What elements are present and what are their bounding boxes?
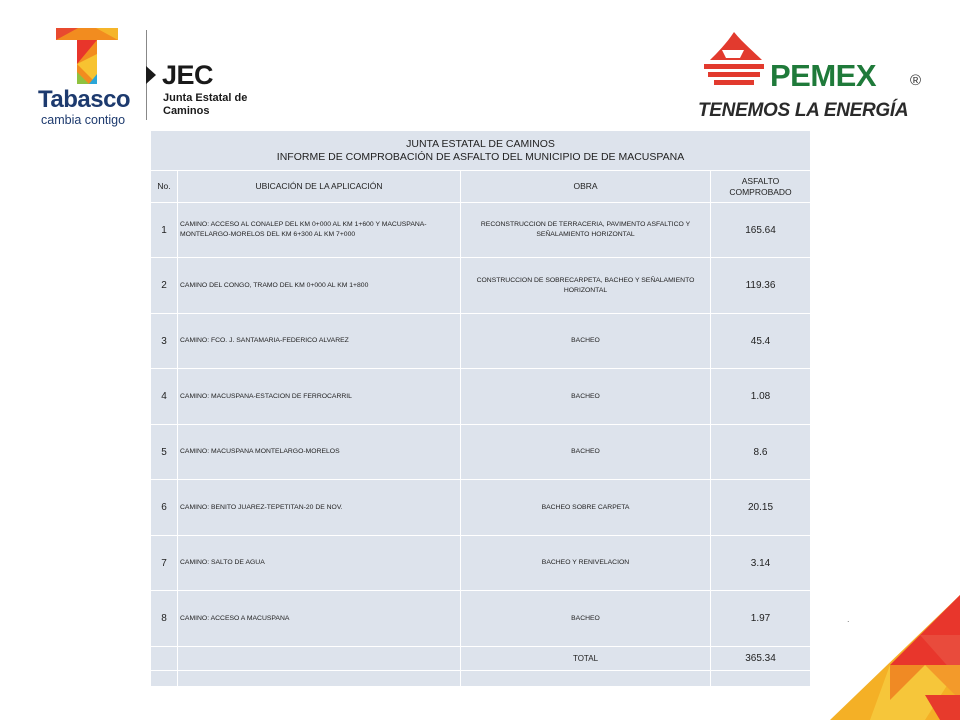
corner-decoration-icon bbox=[830, 595, 960, 720]
footnote-dot: . bbox=[847, 614, 850, 624]
total-empty-cell bbox=[151, 647, 178, 671]
tabasco-tagline: cambia contigo bbox=[41, 113, 126, 127]
empty-cell bbox=[178, 671, 461, 687]
col-header-ubicacion: UBICACIÓN DE LA APLICACIÓN bbox=[178, 171, 461, 203]
report-title: JUNTA ESTATAL DE CAMINOS bbox=[406, 137, 555, 150]
report-title-cell bbox=[151, 131, 811, 171]
row-no: 2 bbox=[151, 258, 178, 314]
row-obra: BACHEO bbox=[461, 314, 711, 369]
jec-subtitle: Junta Estatal de Caminos bbox=[163, 92, 248, 117]
table-row bbox=[151, 258, 811, 314]
row-asfalto: 45.4 bbox=[711, 314, 811, 369]
row-ubicacion: CAMINO: MACUSPANA-ESTACION DE FERROCARRIL bbox=[178, 369, 461, 425]
pemex-eagle-icon bbox=[700, 30, 766, 92]
total-empty-cell bbox=[178, 647, 461, 671]
row-ubicacion: CAMINO: ACCESO A MACUSPANA bbox=[178, 591, 461, 647]
pemex-tagline: TENEMOS LA ENERGÍA bbox=[698, 100, 909, 121]
asphalt-report-table bbox=[150, 130, 811, 687]
pemex-wordmark: PEMEX bbox=[770, 58, 877, 93]
table-row bbox=[151, 203, 811, 258]
row-ubicacion: CAMINO: MACUSPANA MONTELARGO-MORELOS bbox=[178, 425, 461, 480]
empty-cell bbox=[151, 671, 178, 687]
table-row bbox=[151, 591, 811, 647]
tabasco-t-icon bbox=[56, 24, 118, 84]
row-obra: BACHEO bbox=[461, 425, 711, 480]
col-header-asfalto: ASFALTO COMPROBADO bbox=[711, 171, 811, 203]
row-obra: BACHEO Y RENIVELACION bbox=[461, 536, 711, 591]
row-no: 3 bbox=[151, 314, 178, 369]
row-no: 8 bbox=[151, 591, 178, 647]
row-asfalto: 3.14 bbox=[711, 536, 811, 591]
total-row bbox=[151, 647, 811, 671]
empty-footer-row bbox=[151, 671, 811, 687]
table-row bbox=[151, 480, 811, 536]
row-asfalto: 1.97 bbox=[711, 591, 811, 647]
col-header-obra: OBRA bbox=[461, 171, 711, 203]
column-header-row bbox=[151, 171, 811, 203]
pemex-logo bbox=[696, 30, 936, 126]
jec-arrow-icon bbox=[146, 66, 156, 84]
table-row bbox=[151, 536, 811, 591]
row-obra: BACHEO SOBRE CARPETA bbox=[461, 480, 711, 536]
row-no: 5 bbox=[151, 425, 178, 480]
pemex-registered-mark: ® bbox=[910, 72, 922, 89]
row-obra: BACHEO bbox=[461, 591, 711, 647]
empty-cell bbox=[461, 671, 711, 687]
row-asfalto: 1.08 bbox=[711, 369, 811, 425]
col-header-no: No. bbox=[151, 171, 178, 203]
jec-title: JEC bbox=[162, 60, 214, 90]
row-ubicacion: CAMINO: ACCESO AL CONALEP DEL KM 0+000 AL KM 1+600 Y MACUSPANA-MONTELARGO-MORELOS DEL KM 6+300 AL KM 7+000 bbox=[178, 203, 461, 258]
tabasco-logo bbox=[30, 24, 150, 127]
table-row bbox=[151, 369, 811, 425]
row-ubicacion: CAMINO: SALTO DE AGUA bbox=[178, 536, 461, 591]
row-asfalto: 165.64 bbox=[711, 203, 811, 258]
row-asfalto: 119.36 bbox=[711, 258, 811, 314]
row-obra: RECONSTRUCCION DE TERRACERIA, PAVIMENTO ASFALTICO Y SEÑALAMIENTO HORIZONTAL bbox=[461, 203, 711, 258]
row-asfalto: 8.6 bbox=[711, 425, 811, 480]
total-label: TOTAL bbox=[461, 647, 711, 671]
row-no: 4 bbox=[151, 369, 178, 425]
row-obra: CONSTRUCCION DE SOBRECARPETA, BACHEO Y SEÑALAMIENTO HORIZONTAL bbox=[461, 258, 711, 314]
row-ubicacion: CAMINO: FCO. J. SANTAMARIA-FEDERICO ALVAREZ bbox=[178, 314, 461, 369]
row-ubicacion: CAMINO: BENITO JUAREZ-TEPETITAN-20 DE NOV. bbox=[178, 480, 461, 536]
row-no: 7 bbox=[151, 536, 178, 591]
table-row bbox=[151, 314, 811, 369]
empty-cell bbox=[711, 671, 811, 687]
row-no: 1 bbox=[151, 203, 178, 258]
row-asfalto: 20.15 bbox=[711, 480, 811, 536]
report-subtitle: INFORME DE COMPROBACIÓN DE ASFALTO DEL MUNICIPIO DE DE MACUSPANA bbox=[276, 150, 685, 163]
row-no: 6 bbox=[151, 480, 178, 536]
total-value: 365.34 bbox=[711, 647, 811, 671]
row-ubicacion: CAMINO DEL CONGO, TRAMO DEL KM 0+000 AL KM 1+800 bbox=[178, 258, 461, 314]
report-title-row bbox=[151, 131, 811, 171]
table-row bbox=[151, 425, 811, 480]
row-obra: BACHEO bbox=[461, 369, 711, 425]
tabasco-wordmark: Tabasco bbox=[38, 86, 131, 113]
